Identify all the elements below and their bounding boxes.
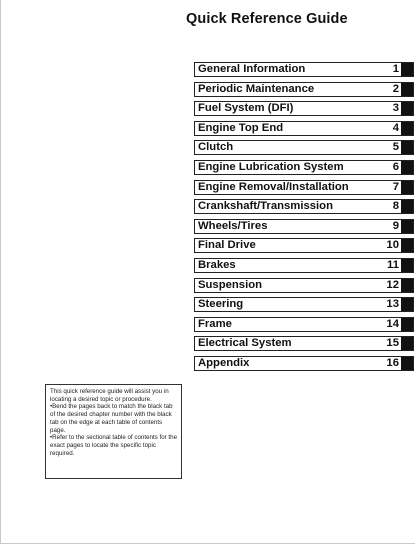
toc-chapter-number: 9 <box>392 219 399 232</box>
toc-chapter-number: 1 <box>392 63 399 75</box>
toc-row[interactable] <box>194 317 414 332</box>
toc-chapter-number: 5 <box>392 141 399 154</box>
toc-chapter-number: 7 <box>392 180 399 193</box>
toc-chapter-number: 13 <box>386 298 399 311</box>
toc-black-tab <box>401 122 413 135</box>
toc-black-tab <box>401 298 413 311</box>
toc-chapter-label: Crankshaft/Transmission <box>198 200 333 213</box>
toc-black-tab <box>401 239 413 252</box>
table-of-contents <box>194 62 414 376</box>
toc-chapter-label: Engine Removal/Installation <box>198 180 349 193</box>
toc-chapter-label: Steering <box>198 298 244 311</box>
toc-chapter-label: Appendix <box>198 356 250 369</box>
toc-row[interactable] <box>194 62 414 77</box>
note-intro: This quick reference guide will assist you in locating a desired topic or procedure. <box>50 388 169 403</box>
toc-black-tab <box>401 337 413 350</box>
note-bullet-refer: •Refer to the sectional table of contents for the exact pages to locate the specific topic required. <box>50 434 178 457</box>
toc-chapter-number: 3 <box>392 102 399 115</box>
toc-row[interactable] <box>194 101 414 116</box>
toc-chapter-number: 12 <box>386 278 399 291</box>
toc-chapter-number: 15 <box>386 337 399 350</box>
toc-row[interactable] <box>194 160 414 175</box>
toc-chapter-label: Wheels/Tires <box>198 219 268 232</box>
toc-row[interactable] <box>194 258 414 273</box>
toc-row[interactable] <box>194 82 414 97</box>
toc-chapter-label: Fuel System (DFI) <box>198 102 294 115</box>
toc-black-tab <box>401 357 413 370</box>
toc-black-tab <box>401 220 413 233</box>
toc-black-tab <box>401 102 413 115</box>
toc-row[interactable] <box>194 336 414 351</box>
toc-chapter-label: Engine Top End <box>198 121 284 134</box>
toc-chapter-label: Electrical System <box>198 337 292 350</box>
toc-row[interactable] <box>194 278 414 293</box>
toc-chapter-number: 16 <box>386 356 399 369</box>
toc-black-tab <box>401 161 413 174</box>
toc-black-tab <box>401 181 413 194</box>
toc-black-tab <box>401 279 413 292</box>
toc-row[interactable] <box>194 238 414 253</box>
toc-chapter-label: Engine Lubrication System <box>198 160 344 173</box>
toc-chapter-number: 8 <box>392 200 399 213</box>
toc-black-tab <box>401 63 413 76</box>
toc-chapter-number: 4 <box>392 121 399 134</box>
toc-row[interactable] <box>194 121 414 136</box>
toc-row[interactable] <box>194 219 414 234</box>
toc-chapter-number: 6 <box>392 160 399 173</box>
toc-row[interactable] <box>194 199 414 214</box>
toc-row[interactable] <box>194 356 414 371</box>
page-title: Quick Reference Guide <box>186 11 348 27</box>
toc-black-tab <box>401 259 413 272</box>
toc-chapter-number: 10 <box>386 239 399 252</box>
toc-black-tab <box>401 141 413 154</box>
toc-chapter-label: Brakes <box>198 258 236 271</box>
toc-chapter-label: Periodic Maintenance <box>198 82 315 95</box>
toc-chapter-label: Suspension <box>198 278 263 291</box>
toc-chapter-label: Final Drive <box>198 239 256 252</box>
toc-chapter-number: 11 <box>387 258 399 271</box>
toc-chapter-label: Clutch <box>198 141 234 154</box>
toc-row[interactable] <box>194 180 414 195</box>
toc-chapter-number: 2 <box>392 82 399 95</box>
note-bullet-bend: •Bend the pages back to match the black tab of the desired chapter number with the black tab on the edge at each table of contents page. <box>50 403 173 434</box>
toc-black-tab <box>401 318 413 331</box>
toc-row[interactable] <box>194 297 414 312</box>
toc-row[interactable] <box>194 140 414 155</box>
toc-chapter-label: General Information <box>198 63 306 75</box>
usage-note-box <box>45 384 182 479</box>
toc-chapter-label: Frame <box>198 317 232 330</box>
toc-black-tab <box>401 83 413 96</box>
toc-chapter-number: 14 <box>386 317 399 330</box>
toc-black-tab <box>401 200 413 213</box>
